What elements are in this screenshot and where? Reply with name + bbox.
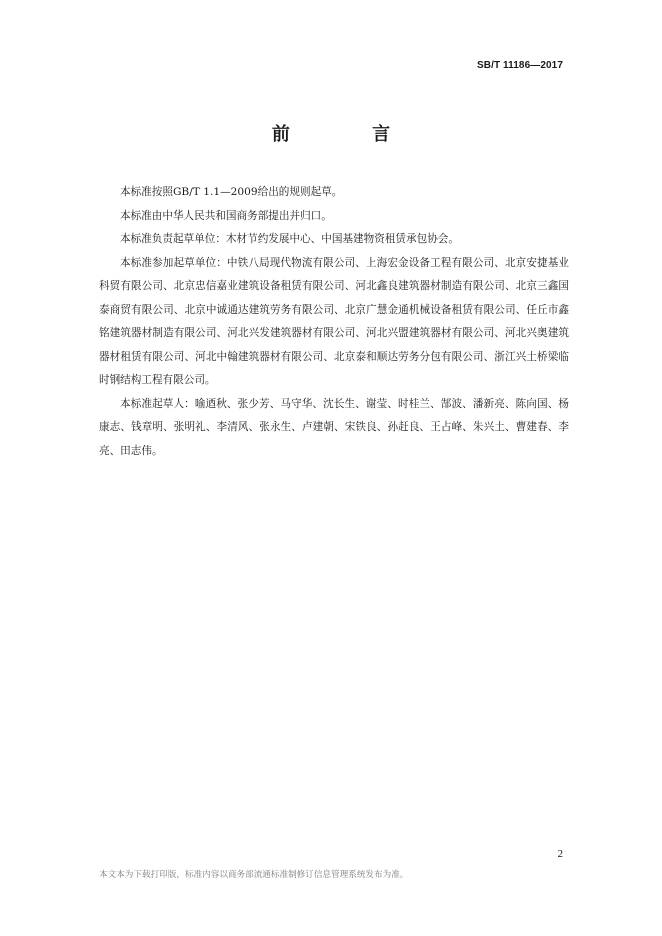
paragraph-participating-units: 本标准参加起草单位：中铁八局现代物流有限公司、上海宏金设备工程有限公司、北京安捷基业科贸有限公司、北京忠信嘉业建筑设备租赁有限公司、河北鑫良建筑器材制造有限公司、北京三鑫国泰商贸有限公司、北京中诚通达建筑劳务有限公司、北京广慧金通机械设备租赁有限公司、任丘市鑫铭建筑器材制造有限公司、河北兴发建筑器材有限公司、河北兴盟建筑器材有限公司、河北兴奥建筑器材租赁有限公司、河北中翰建筑器材有限公司、北京泰和顺达劳务分包有限公司、浙江兴土桥梁临时钢结构工程有限公司。 [99, 256, 569, 386]
paragraph-drafters: 本标准起草人：喻迺秋、张少芳、马守华、沈长生、谢莹、时桂兰、郜波、潘新亮、陈向国、杨康志、钱章明、张明礼、李清风、张永生、卢建朝、宋铁良、孙赶良、王占峰、朱兴土、曹建春、李亮、田志伟。 [99, 397, 569, 457]
paragraph-proposer: 本标准由中华人民共和国商务部提出并归口。 [120, 209, 332, 222]
standard-code: SB/T 11186—2017 [476, 60, 563, 71]
paragraph-lead-drafting-units: 本标准负责起草单位：木材节约发展中心、中国基建物资租赁承包协会。 [120, 233, 459, 245]
footer-note: 本文本为下载打印版，标准内容以商务部流通标准制修订信息管理系统发布为准。 [99, 870, 409, 880]
foreword-body [99, 181, 569, 463]
paragraph-drafting-rules: 本标准按照GB/T 1.1—2009给出的规则起草。 [120, 186, 343, 198]
page-number: 2 [557, 848, 563, 860]
page-title: 前 言 [271, 124, 429, 145]
